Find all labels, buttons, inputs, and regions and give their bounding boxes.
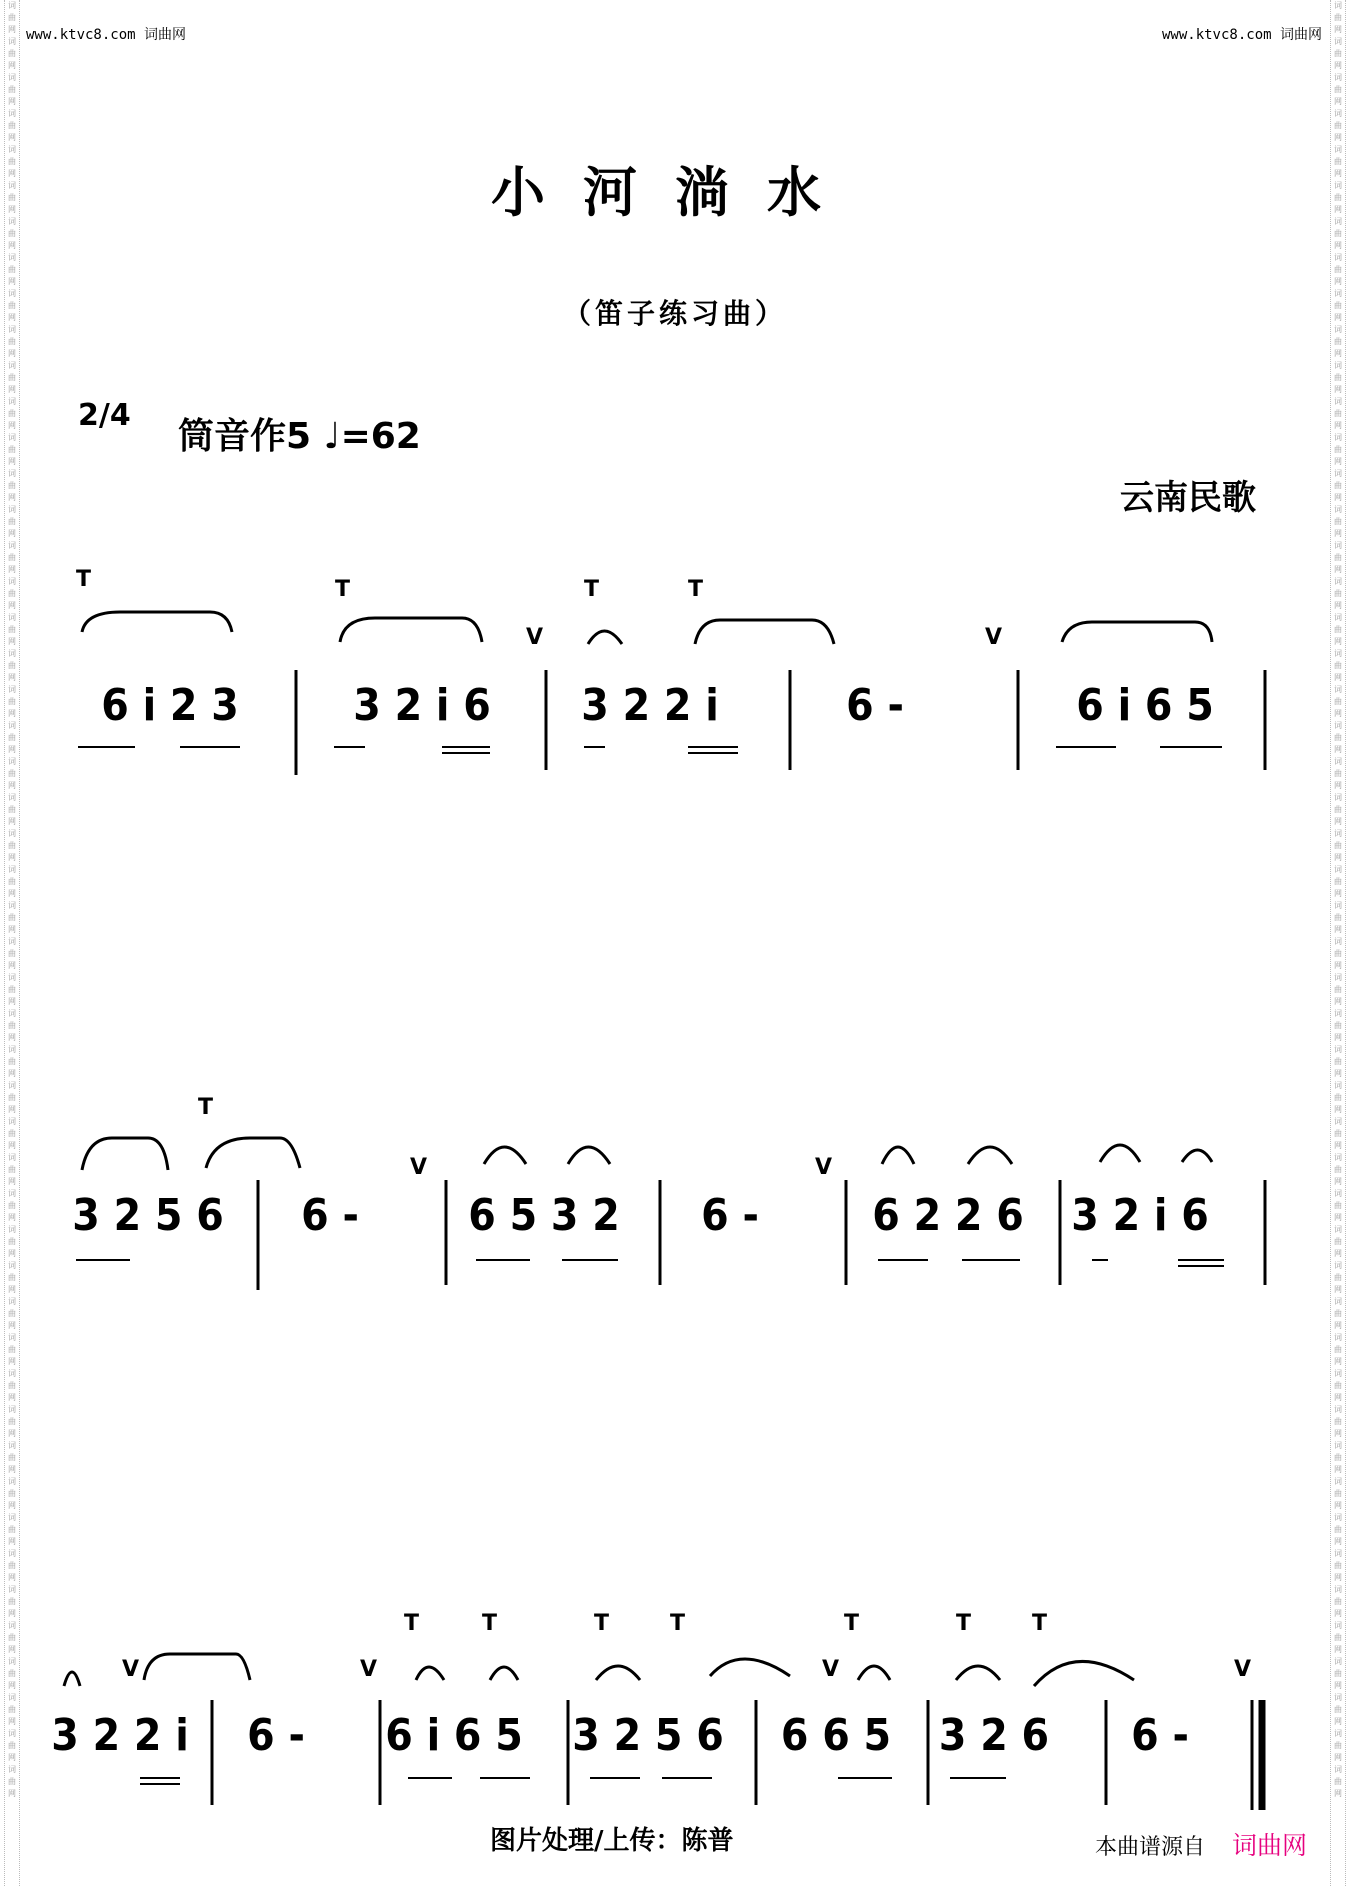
tongue-mark: T [1032,1611,1048,1636]
left-watermark-text: 词曲网词曲网词曲网词曲网词曲网词曲网词曲网词曲网词曲网词曲网词曲网词曲网词曲网词曲网词曲网词曲网词曲网词曲网词曲网词曲网词曲网词曲网词曲网词曲网词曲网词曲网词曲网词曲网词曲网词曲网词曲网词曲网词曲网词曲网词曲网词曲网词曲网词曲网词曲网词曲网词曲网词曲网词曲网词曲网词曲网词曲网词曲网词曲网词曲网词曲网 [8,1,16,1798]
right-watermark-text: 词曲网词曲网词曲网词曲网词曲网词曲网词曲网词曲网词曲网词曲网词曲网词曲网词曲网词曲网词曲网词曲网词曲网词曲网词曲网词曲网词曲网词曲网词曲网词曲网词曲网词曲网词曲网词曲网词曲网词曲网词曲网词曲网词曲网词曲网词曲网词曲网词曲网词曲网词曲网词曲网词曲网词曲网词曲网词曲网词曲网词曲网词曲网词曲网词曲网词曲网 [1334,1,1342,1798]
tongue-mark: T [584,577,600,602]
breath-mark: V [410,1155,428,1180]
tongue-mark: T [76,567,92,592]
measure-notes: 6 5 3 2 [468,1190,620,1241]
page-title: 小河淌水 [491,160,859,224]
measure-notes: 6 i 2 3 [101,680,239,731]
measure-notes: 6 - [701,1190,759,1241]
source-brand-link[interactable]: 词曲网 [1232,1831,1308,1860]
score-row-1 [0,560,1350,790]
measure-notes: 6 - [1131,1710,1189,1761]
measure-notes: 3 2 6 [938,1710,1050,1761]
notes-row-1 [101,680,1214,731]
score-row-2 [0,1080,1350,1310]
measure-notes: 6 6 5 [780,1710,892,1761]
barlines-row-3 [212,1700,1262,1810]
tongue-mark: T [688,577,704,602]
page-subtitle: （笛子练习曲） [562,297,787,330]
score-row-3 [0,1590,1350,1820]
breath-mark: V [360,1657,378,1682]
tongue-mark: T [594,1611,610,1636]
notes-row-3 [51,1710,1189,1761]
tempo-marking: 筒音作5 ♩=62 [178,416,421,457]
measure-notes: 6 2 2 6 [872,1190,1024,1241]
beams-row-3 [140,1778,1006,1784]
beams-row-2 [76,1260,1224,1266]
slur-lines [82,1138,1212,1170]
tongue-mark: T [335,577,351,602]
song-origin: 云南民歌 [1120,478,1256,518]
measure-notes: 6 - [846,680,904,731]
tongue-mark: T [198,1095,214,1120]
tongue-mark: T [482,1611,498,1636]
tongue-mark: T [956,1611,972,1636]
measure-notes: 6 - [301,1190,359,1241]
header-url-right[interactable]: www.ktvc8.com 词曲网 [1161,27,1322,43]
breath-mark: V [985,625,1003,650]
measure-notes: 3 2 2 i [581,680,719,731]
tongue-mark: T [844,1611,860,1636]
measure-notes: 6 i 6 5 [1076,680,1214,731]
upload-credit: 图片处理/上传：陈普 [490,1826,734,1856]
breath-mark: V [526,625,544,650]
notes-row-2 [72,1190,1209,1241]
tongue-mark: T [670,1611,686,1636]
breath-mark: V [815,1155,833,1180]
source-text: 本曲谱源自 [1095,1835,1206,1860]
slur-lines [64,1654,1134,1686]
beams-row-1 [78,747,1222,753]
slur-lines [82,612,1212,644]
measure-notes: 3 2 5 6 [572,1710,724,1761]
measure-notes: 3 2 i 6 [1071,1190,1209,1241]
measure-notes: 3 2 2 i [51,1710,189,1761]
time-signature: 2/4 [78,398,131,433]
breath-mark: V [122,1657,140,1682]
measure-notes: 3 2 5 6 [72,1190,224,1241]
measure-notes: 6 i 6 5 [385,1710,523,1761]
breath-mark: V [822,1657,840,1682]
header-url-left[interactable]: www.ktvc8.com 词曲网 [26,27,187,43]
measure-notes: 6 - [247,1710,305,1761]
tongue-mark: T [404,1611,420,1636]
measure-notes: 3 2 i 6 [353,680,491,731]
breath-mark: V [1234,1657,1252,1682]
